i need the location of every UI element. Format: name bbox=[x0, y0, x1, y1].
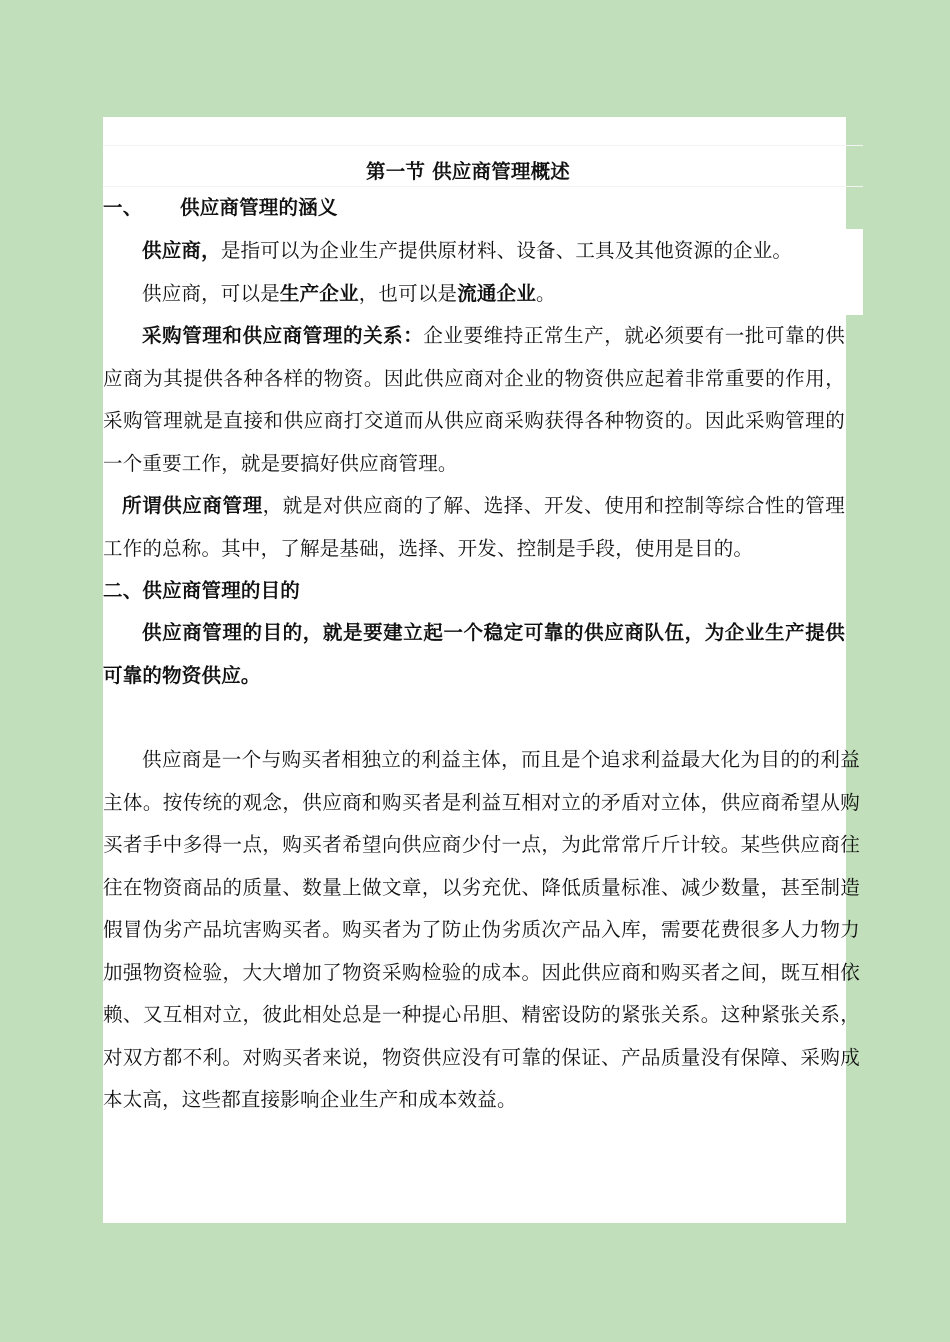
heading-section-2: 二、供应商管理的目的 bbox=[103, 579, 301, 602]
term-management: 所谓供应商管理 bbox=[122, 494, 263, 517]
term-supplier: 供应商， bbox=[142, 239, 221, 262]
relation-paragraph bbox=[103, 315, 845, 485]
blank-line bbox=[103, 117, 863, 146]
term-distribution: 流通企业 bbox=[457, 282, 537, 305]
definition-text: 是指可以为企业生产提供原材料、设备、工具及其他资源的企业。 bbox=[220, 239, 793, 262]
relation-text: 企业要维持正常生产，就必须要有一批可靠的供应商为其提供各种各样的物资。因此供应商对企业的物资供应起着非常重要的作用，采购管理就是直接和供应商打交道而从供应商采购获得各种物资的。因此采购管理的一个重要工作，就是要搞好供应商管理。 bbox=[103, 324, 845, 475]
heading-text: 供应商管理的涵义 bbox=[180, 196, 338, 219]
purpose-paragraph: 供应商管理的目的，就是要建立起一个稳定可靠的供应商队伍，为企业生产提供可靠的物资供应。 bbox=[103, 621, 845, 687]
section-title: 第一节 供应商管理概述 bbox=[103, 146, 863, 187]
blank-line bbox=[103, 697, 863, 739]
types-text-c: ，也可以是 bbox=[358, 282, 458, 305]
heading-section-1 bbox=[103, 187, 863, 229]
management-text: ，就是对供应商的了解、选择、开发、使用和控制等综合性的管理工作的总称。其中，了解是基础，选择、开发、控制是手段，使用是目的。 bbox=[103, 494, 845, 560]
types-text-a: 供应商，可以是 bbox=[142, 282, 280, 305]
heading-number: 一、 bbox=[103, 196, 143, 219]
supplier-types bbox=[142, 272, 863, 315]
supplier-definition bbox=[142, 229, 863, 272]
term-relation: 采购管理和供应商管理的关系： bbox=[142, 324, 424, 347]
document-body bbox=[103, 117, 863, 1122]
term-production: 生产企业 bbox=[279, 282, 359, 305]
types-text-e: 。 bbox=[536, 282, 556, 305]
body-paragraph: 供应商是一个与购买者相独立的利益主体，而且是个追求利益最大化为目的的利益主体。按传统的观念，供应商和购买者是利益互相对立的矛盾对立体，供应商希望从购买者手中多得一点，购买者希望向供应商少付一点，为此常常斤斤计较。某些供应商往往在物资商品的质量、数量上做文章，以劣充优、降低质量标准、减少数量，甚至制造假冒伪劣产品坑害购买者。购买者为了防止伪劣质次产品入库，需要花费很多人力物力加强物资检验，大大增加了物资采购检验的成本。因此供应商和购买者之间，既互相依赖、又互相对立，彼此相处总是一种提心吊胆、精密设防的紧张关系。这种紧张关系，对双方都不利。对购买者来说，物资供应没有可靠的保证、产品质量没有保障、采购成本太高，这些都直接影响企业生产和成本效益。 bbox=[103, 748, 860, 1111]
management-definition bbox=[103, 485, 845, 570]
